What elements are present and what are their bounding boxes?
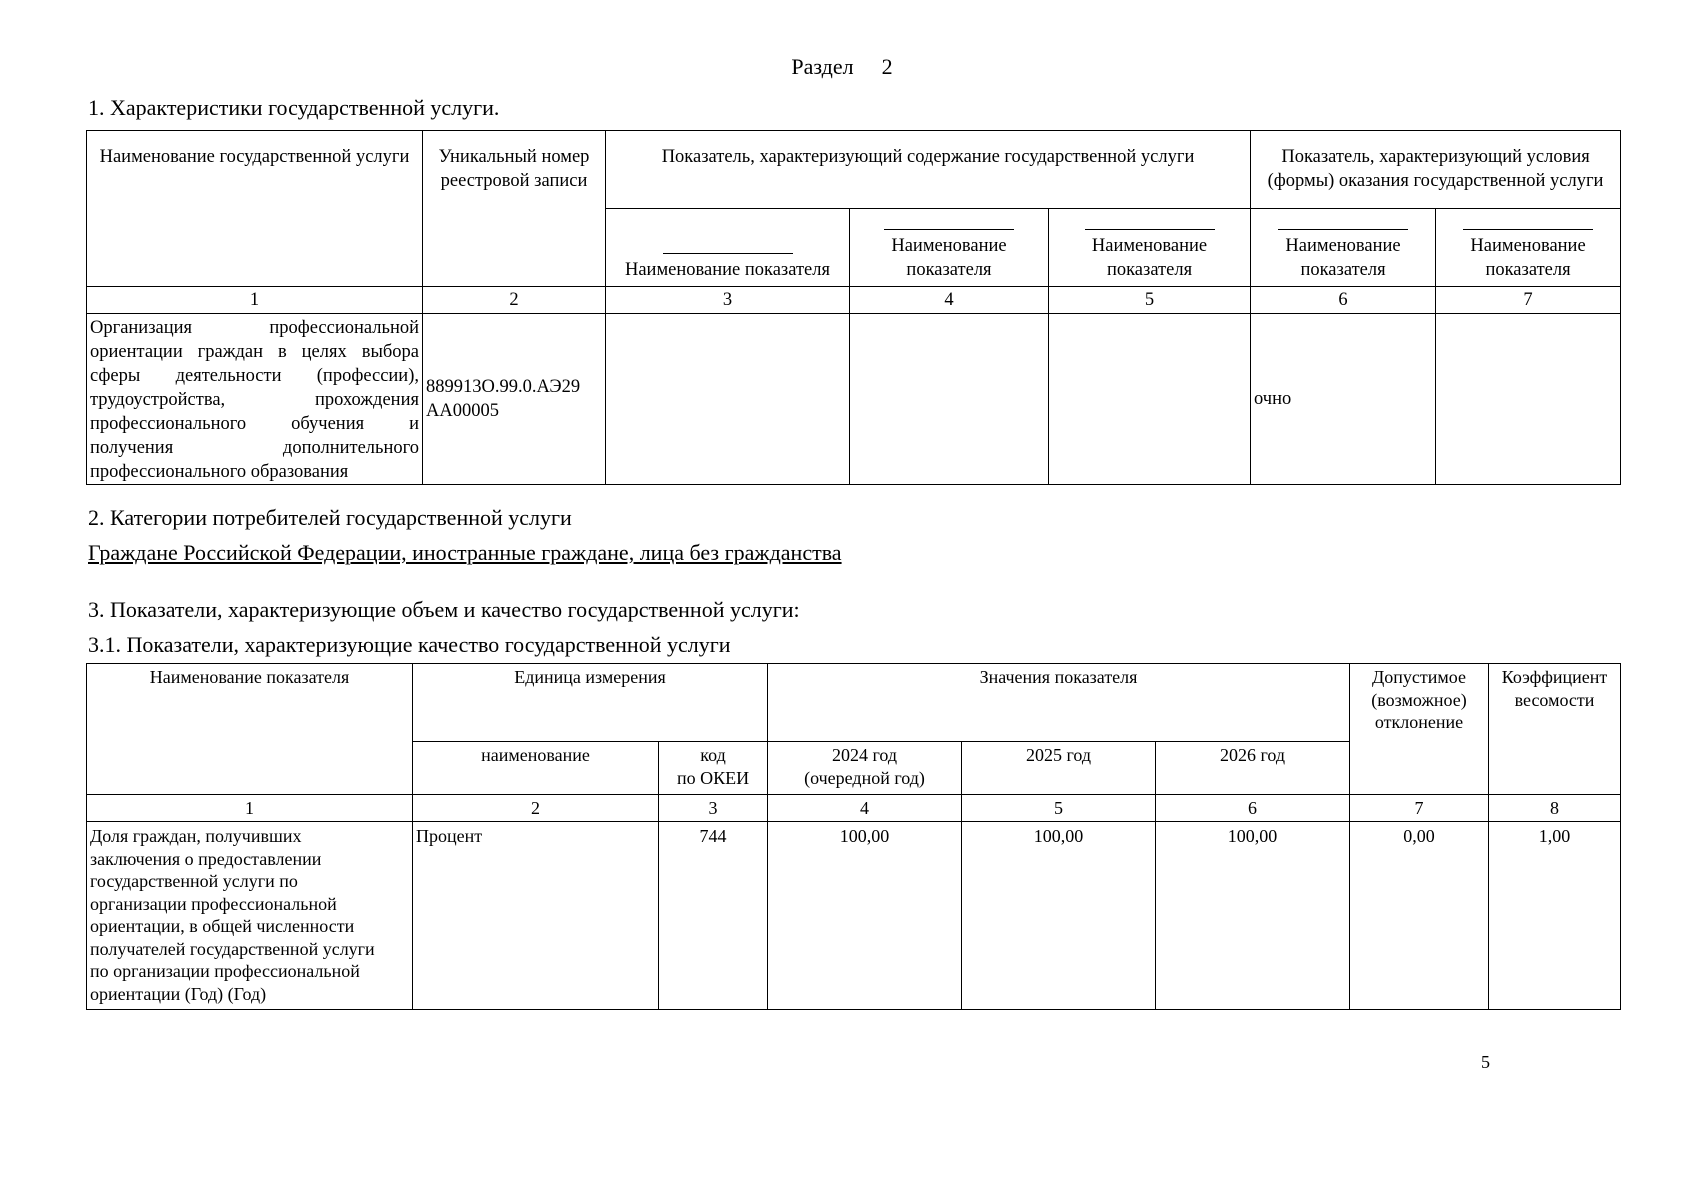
header-deviation bbox=[1350, 664, 1489, 795]
cell-deviation: 0,00 bbox=[1350, 822, 1489, 1010]
column-number: 6 bbox=[1251, 287, 1436, 314]
text-line: ориентации, в общей численности bbox=[90, 916, 355, 936]
cell-value-2026: 100,00 bbox=[1156, 822, 1350, 1010]
header-2024 bbox=[768, 742, 962, 795]
blank-line bbox=[1463, 219, 1593, 230]
indicator-name-label: Наименование показателя bbox=[891, 236, 1007, 280]
cell-form: очно bbox=[1251, 314, 1436, 485]
text-line: отклонение bbox=[1374, 712, 1464, 732]
cell-col7 bbox=[1436, 314, 1621, 485]
indicator-name-label: Наименование показателя bbox=[624, 260, 831, 280]
cell-value-2025: 100,00 bbox=[962, 822, 1156, 1010]
characteristics-table bbox=[86, 130, 1621, 485]
indicator-name-label: Наименование показателя bbox=[1285, 236, 1401, 280]
indicators-heading: 3. Показатели, характеризующие объем и качество государственной услуги: bbox=[88, 597, 800, 622]
characteristics-heading: 1. Характеристики государственной услуги. bbox=[88, 95, 500, 120]
table-row bbox=[87, 822, 1621, 1010]
header-service-name: Наименование государственной услуги bbox=[87, 131, 423, 287]
column-number: 3 bbox=[659, 795, 768, 822]
column-number: 5 bbox=[1049, 287, 1251, 314]
consumers-value: Граждане Российской Федерации, иностранные граждане, лица без гражданства bbox=[88, 540, 842, 565]
column-number: 2 bbox=[413, 795, 659, 822]
header-values: Значения показателя bbox=[768, 664, 1350, 742]
header-indicator-col6 bbox=[1251, 209, 1436, 287]
cell-col5 bbox=[1049, 314, 1251, 485]
text-line: Коэффициент bbox=[1501, 667, 1608, 687]
text-line: получателей государственной услуги bbox=[90, 938, 375, 959]
column-number-row bbox=[87, 795, 1621, 822]
header-2025: 2025 год bbox=[962, 742, 1156, 795]
text-line: организации профессиональной bbox=[90, 893, 337, 914]
blank-line bbox=[884, 219, 1014, 230]
text-line: ориентации (Год) (Год) bbox=[90, 983, 267, 1004]
text-line: по организации профессиональной bbox=[90, 961, 360, 981]
cell-unit: Процент bbox=[413, 822, 659, 1010]
consumers-heading: 2. Категории потребителей государственной услуги bbox=[88, 505, 572, 530]
header-indicator-col3 bbox=[606, 209, 850, 287]
header-conditions-indicator: Показатель, характеризующий условия (формы) оказания государственной услуги bbox=[1251, 131, 1621, 209]
header-indicator-col7 bbox=[1436, 209, 1621, 287]
column-number: 1 bbox=[87, 287, 423, 314]
text-line: код bbox=[700, 745, 726, 765]
header-indicator-col5 bbox=[1049, 209, 1251, 287]
column-number: 8 bbox=[1489, 795, 1621, 822]
header-indicator-name: Наименование показателя bbox=[87, 664, 413, 795]
header-2026: 2026 год bbox=[1156, 742, 1350, 795]
cell-registry-number bbox=[423, 314, 606, 485]
header-unit: Единица измерения bbox=[413, 664, 768, 742]
text-line: получения дополнительного bbox=[90, 438, 419, 458]
column-number: 4 bbox=[768, 795, 962, 822]
cell-okei: 744 bbox=[659, 822, 768, 1010]
indicator-name-label: Наименование показателя bbox=[1091, 236, 1208, 280]
section-label: Раздел bbox=[791, 54, 854, 79]
column-number: 2 bbox=[423, 287, 606, 314]
text-line: ориентации граждан в целях выбора bbox=[90, 342, 419, 362]
text-line: (возможное) bbox=[1371, 689, 1467, 710]
column-number: 7 bbox=[1436, 287, 1621, 314]
text-line: заключения о предоставлении bbox=[90, 848, 322, 869]
text-line: сферы деятельности (профессии), bbox=[90, 366, 419, 386]
table-row bbox=[87, 314, 1621, 485]
header-registry-number: Уникальный номер реестровой записи bbox=[423, 131, 606, 287]
text-line: Организация профессиональной bbox=[90, 318, 419, 338]
text-line: (очередной год) bbox=[804, 767, 925, 788]
column-number: 1 bbox=[87, 795, 413, 822]
quality-heading: 3.1. Показатели, характеризующие качество государственной услуги bbox=[88, 632, 731, 657]
cell-col4 bbox=[850, 314, 1049, 485]
blank-line bbox=[1085, 219, 1215, 230]
quality-table bbox=[86, 663, 1621, 1010]
text-line: Допустимое bbox=[1372, 667, 1467, 687]
header-weight bbox=[1489, 664, 1621, 795]
section-title bbox=[0, 54, 1684, 80]
text-line: профессионального образования bbox=[90, 462, 349, 482]
blank-line bbox=[1278, 219, 1408, 230]
column-number: 4 bbox=[850, 287, 1049, 314]
header-content-indicator: Показатель, характеризующий содержание государственной услуги bbox=[606, 131, 1251, 209]
text-line: 889913О.99.0.АЭ29 bbox=[426, 377, 581, 397]
text-line: 2024 год bbox=[831, 745, 898, 765]
column-number: 6 bbox=[1156, 795, 1350, 822]
cell-value-2024: 100,00 bbox=[768, 822, 962, 1010]
text-line: трудоустройства, прохождения bbox=[90, 390, 419, 410]
cell-col3 bbox=[606, 314, 850, 485]
text-line: профессионального обучения и bbox=[90, 414, 419, 434]
header-okei-code bbox=[659, 742, 768, 795]
text-line: весомости bbox=[1514, 689, 1595, 710]
blank-line bbox=[663, 243, 793, 254]
column-number-row bbox=[87, 287, 1621, 314]
section-number: 2 bbox=[881, 54, 893, 79]
indicator-name-label: Наименование показателя bbox=[1470, 236, 1586, 280]
column-number: 5 bbox=[962, 795, 1156, 822]
cell-weight: 1,00 bbox=[1489, 822, 1621, 1010]
text-line: АА00005 bbox=[426, 401, 499, 421]
text-line: Доля граждан, получивших bbox=[90, 826, 302, 846]
header-unit-name: наименование bbox=[413, 742, 659, 795]
page-number: 5 bbox=[1481, 1052, 1490, 1072]
header-indicator-col4 bbox=[850, 209, 1049, 287]
cell-service-name bbox=[87, 314, 423, 485]
column-number: 3 bbox=[606, 287, 850, 314]
cell-indicator-name bbox=[87, 822, 413, 1010]
text-line: по ОКЕИ bbox=[676, 767, 750, 788]
text-line: государственной услуги по bbox=[90, 871, 298, 891]
column-number: 7 bbox=[1350, 795, 1489, 822]
